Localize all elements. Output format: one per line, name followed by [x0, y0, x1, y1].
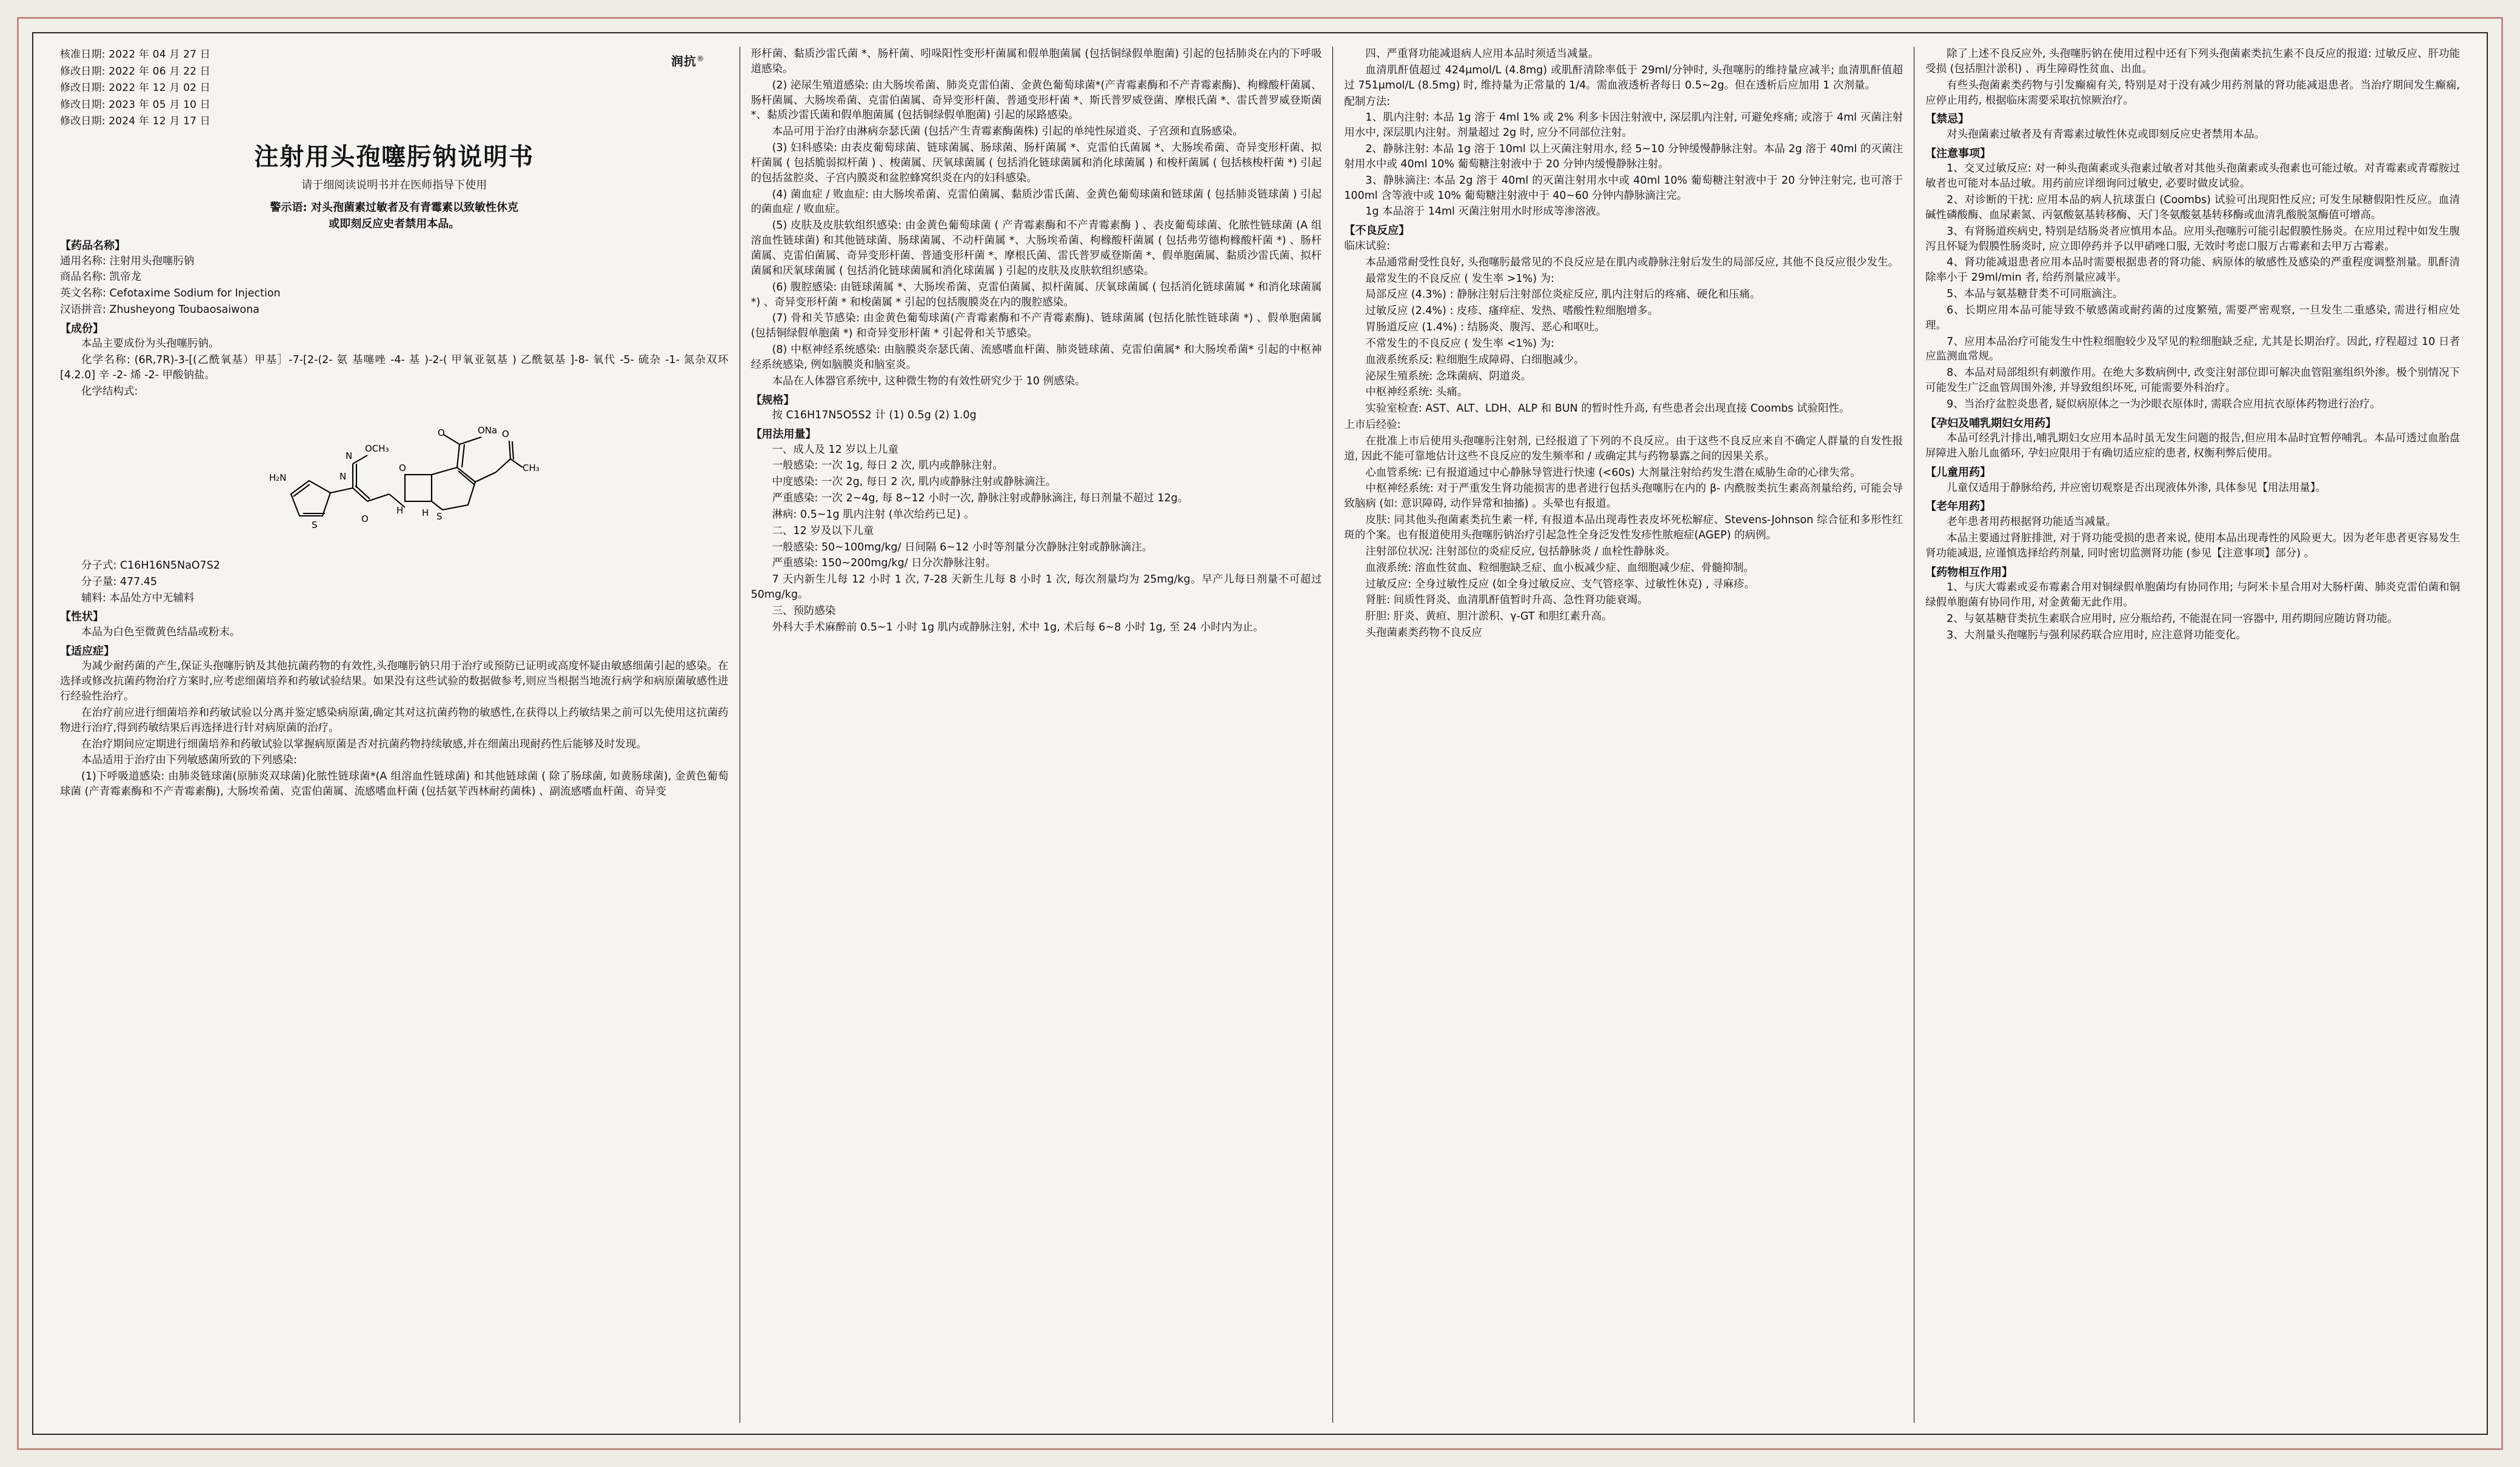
approval-date-1: 修改日期: 2022 年 06 月 22 日 — [60, 65, 211, 78]
indications-p1: 为减少耐药菌的产生,保证头孢噻肟钠及其他抗菌药物的有效性,头孢噻肟钠只用于治疗或预防已证明或高度怀疑由敏感细菌引起的感染。在选择或修改抗菌药物治疗方案时,应考虑细菌培养和药敏试验结果。如果没有这些试验的数据做参考,则应当根据当地流行病学和病原菌敏感性进行经验性治疗。 — [60, 660, 729, 703]
label-h2n: H₂N — [269, 472, 287, 483]
dosage-l5: 淋病: 0.5~1g 肌内注射 (单次给药已足) 。 — [772, 508, 975, 521]
interaction-1: 1、与庆大霉素或妥布霉素合用对铜绿假单胞菌均有协同作用; 与阿米卡星合用对大肠杆菌、肺炎克雷伯菌和铜绿假单胞菌有协同作用, 对金黄葡无此作用。 — [1925, 581, 2460, 609]
label-o-acid: O — [438, 427, 446, 438]
adr-post-p6: 血液系统: 溶血性贫血、粒细胞缺乏症、血小板减少症、血细胞减少症、骨髓抑制。 — [1365, 561, 1754, 574]
outer-border — [17, 17, 2503, 1450]
leaflet-columns — [33, 33, 2487, 1434]
structure-svg — [249, 403, 540, 555]
section-properties-heading: 【性状】 — [60, 610, 104, 624]
adr-p6: 不常发生的不良反应 ( 发生率 <1%) 为: — [1365, 337, 1555, 350]
molecular-formula: 分子式: C16H16N5NaO7S2 — [81, 559, 221, 572]
adr-post-p9: 肝胆: 肝炎、黄疸、胆汁淤积、γ-GT 和胆红素升高。 — [1365, 610, 1613, 623]
dosage-l8: 严重感染: 150~200mg/kg/ 日分次静脉注射。 — [772, 557, 997, 570]
properties-text: 本品为白色至微黄色结晶或粉末。 — [81, 626, 241, 638]
structure-label: 化学结构式: — [81, 386, 138, 398]
generic-name: 通用名称: 注射用头孢噻肟钠 — [60, 255, 195, 267]
indications-p4: 本品适用于治疗由下列敏感菌所致的下列感染: — [81, 754, 297, 767]
section-pediatric-heading: 【儿童用药】 — [1925, 466, 1991, 480]
section-precautions-heading: 【注意事项】 — [1925, 147, 1991, 160]
adr-p5: 胃肠道反应 (1.4%) : 结肠炎、腹泻、恶心和呕吐。 — [1365, 321, 1606, 334]
section-geriatric-heading: 【老年用药】 — [1925, 500, 1991, 513]
preparation-2: 2、静脉注射: 本品 1g 溶于 10ml 以上灭菌注射用水, 经 5~10 分钟缓慢静脉注射。本品 2g 溶于 40ml 的灭菌注射用水中或 40ml 10% 葡萄糖注射液中于 20 分钟内缓慢静脉注射。 — [1344, 143, 1903, 170]
brand-logo — [671, 47, 729, 70]
page-title: 注射用头孢噻肟钠说明书 — [254, 142, 535, 171]
chemical-structure-diagram — [60, 403, 729, 555]
page-subtitle: 请于细阅读说明书并在医师指导下使用 — [301, 179, 487, 192]
adr-p4: 过敏反应 (2.4%) : 皮疹、瘙痒症、发热、嗜酸性粒细胞增多。 — [1365, 305, 1659, 318]
c2-p9: (8) 中枢神经系统感染: 由脑膜炎奈瑟氏菌、流感嗜血杆菌、肺炎链球菌、克雷伯菌属* 和大肠埃希菌* 引起的中枢神经系统感染, 例如脑膜炎和脑室炎。 — [750, 344, 1322, 371]
registered-mark-icon: ® — [696, 54, 704, 64]
adr-post-p4: 皮肤: 同其他头孢菌素类抗生素一样, 有报道本品出现毒性表皮坏死松解症、Stevens-Johnson 综合征和多形性红斑的个案。也有报道使用头孢噻肟钠治疗引起急性全身泛发性发疹性脓疱症(AGEP) 的病例。 — [1344, 514, 1903, 542]
trade-name: 商品名称: 凯帝龙 — [60, 271, 141, 284]
label-h-2: H — [422, 507, 429, 518]
inner-border — [32, 32, 2488, 1435]
section-specification-heading: 【规格】 — [750, 393, 795, 407]
c2-p2: (2) 泌尿生殖道感染: 由大肠埃希菌、肺炎克雷伯菌、金黄色葡萄球菌*(产青霉素酶和不产青霉素酶)、枸橼酸杆菌属、肠杆菌属、大肠埃希菌、克雷伯菌属、奇异变形杆菌、普通变形杆菌 *、斯氏普罗威登菌、摩根氏菌 *、雷氏普罗威登斯菌 *、黏质沙雷氏菌和假单胞菌属 (包括铜绿假单胞菌) 引起的尿路感染。 — [750, 79, 1322, 122]
adr-post-p2: 心血管系统: 已有报道通过中心静脉导管进行快速 (<60s) 大剂量注射给药发生潜在威胁生命的心律失常。 — [1365, 466, 1861, 479]
specification-text: 按 C16H17N5O5S2 计 (1) 0.5g (2) 1.0g — [772, 409, 977, 422]
c2-p4: (3) 妇科感染: 由表皮葡萄球菌、链球菌属、肠球菌、肠杆菌属 *、克雷伯氏菌属 *、大肠埃希菌、奇异变形杆菌、拟杆菌属 ( 包括脆弱拟杆菌 ) 、梭菌属、厌氧球菌属 ( 包括消化链球菌属和消化球菌属 ) 和梭杆菌属 ( 包括核梭杆菌 *) 引起的包括盆腔炎、子宫内膜炎和盆腔蜂窝织炎在内的妇科感染。 — [750, 142, 1322, 184]
approval-date-0: 核准日期: 2022 年 04 月 27 日 — [60, 48, 211, 61]
precaution-7: 7、应用本品治疗可能发生中性粒细胞较少及罕见的粒细胞缺乏症, 尤其是长期治疗。因此, 疗程超过 10 日者应监测血常规。 — [1925, 335, 2460, 363]
precaution-8: 8、本品对局部组织有刺激作用。在绝大多数病例中, 改变注射部位即可解决血管阻塞组织外渗。极个别情况下可能发生广泛血管周围外渗, 并导致组织坏死, 可能需要外科治疗。 — [1925, 367, 2460, 395]
label-n-thiazole: N — [339, 470, 347, 482]
composition-main: 本品主要成份为头孢噻肟钠。 — [81, 338, 219, 350]
brand-logo-text: 润抗 — [670, 54, 697, 69]
indications-p5: (1)下呼吸道感染: 由肺炎链球菌(原肺炎双球菌)化脓性链球菌*(A 组溶血性链球菌) 和其他链球菌 ( 除了肠球菌, 如黄肠球菌), 金黄色葡萄球菌 (产青霉素酶和不产青霉素酶), 大肠埃希菌、克雷伯菌属、流感嗜血杆菌 (包括氨苄西林耐药菌株) 、副流感嗜血杆菌、奇异变 — [60, 770, 729, 798]
approval-dates — [60, 47, 210, 130]
warning-line-1: 警示语: 对头孢菌素过敏者及有青霉素以致敏性休克 — [270, 201, 519, 214]
section-interactions-heading: 【药物相互作用】 — [1925, 566, 2013, 579]
adr-post-p7: 过敏反应: 全身过敏性反应 (如全身过敏反应、支气管痉挛、过敏性休克) , 寻麻疹。 — [1365, 578, 1755, 590]
chemical-name-label: 化学名称: — [81, 354, 135, 367]
adr-post-p1: 在批准上市后使用头孢噻肟注射剂, 已经报道了下列的不良反应。由于这些不良反应来自不确定人群量的自发性报道, 因此不能可靠地估计这些不良反应的发生频率和 / 或确定其与药物暴露之间的因果关系。 — [1344, 435, 1903, 463]
pinyin-name: 汉语拼音: Zhusheyong Toubaosaiwona — [60, 304, 260, 316]
dosage-l10: 三、预防感染 — [772, 604, 836, 617]
dosage-l3: 中度感染: 一次 2g, 每日 2 次, 肌内或静脉注射或静脉滴注。 — [772, 476, 1057, 489]
column-1 — [49, 47, 740, 1423]
chemical-name-value: (6R,7R)-3-[(乙酰氧基）甲基］-7-[2-(2- 氨 基噻唑 -4- 基 )-2-( 甲氧亚氨基 ) 乙酰氨基 ]-8- 氧代 -5- 硫杂 -1- 氮杂双环 [4.2.0] 辛 -2- 烯 -2- 甲酸钠盐。 — [60, 354, 729, 382]
dosage-l1: 一、成人及 12 岁以上儿童 — [772, 443, 898, 456]
warning-block — [60, 199, 729, 232]
molecular-weight: 分子量: 477.45 — [81, 575, 158, 588]
precaution-1: 1、交叉过敏反应: 对一种头孢菌素或头孢素过敏者对其他头孢菌素或头孢素也可能过敏。对青霉素或青霉胺过敏者也可能对本品过敏。用药前应详细询问过敏史, 必要时做皮试验。 — [1925, 162, 2460, 190]
precaution-6: 6、长期应用本品可能导致不敏感菌或耐药菌的过度繁殖, 需要严密观察, 一旦发生二重感染, 需进行相应处理。 — [1925, 304, 2460, 332]
adr-p7: 血液系统系反: 粒细胞生成障碍、白细胞减少。 — [1365, 353, 1585, 366]
dosage-l2: 一般感染: 一次 1g, 每日 2 次, 肌内或静脉注射。 — [772, 459, 1003, 472]
precaution-3: 3、有肾肠道疾病史, 特别是结肠炎者应慎用本品。应用头孢噻肟可能引起假膜性肠炎。在应用过程中如发生腹泻且怀疑为假膜性肠炎时, 应立即停药并予以甲硝唑口服, 无效时考虑口服万古霉素和去甲万古霉素。 — [1925, 225, 2460, 253]
c2-p6: (5) 皮肤及皮肤软组织感染: 由金黄色葡萄球菌 ( 产青霉素酶和不产青霉素酶 ) 、表皮葡萄球菌、化脓性链球菌 (A 组溶血性链球菌) 和其他链球菌、肠球菌属、不动杆菌属 *、大肠埃希菌、枸橼酸杆菌属 ( 包括弗劳德枸橼酸杆菌 *) 、肠杆菌属、克雷伯菌属、奇异变形杆菌、普通变形杆菌 *、摩根氏菌、雷氏普罗威登斯菌 *、假单胞菌属、黏质沙雷氏菌、拟杆菌属和厌氧球菌属 ( 包括消化链球菌属和消化球菌属 ) 引起的皮肤及皮肤软组织感染。 — [750, 219, 1322, 277]
label-o-ester: O — [502, 428, 510, 439]
indications-p2: 在治疗前应进行细菌培养和药敏试验以分离并鉴定感染病原菌,确定其对这抗菌药物的敏感性,在获得以上药敏结果之前可以先使用这抗菌药物进行治疗,得到药敏结果后再选择进行针对病原菌的治疗。 — [60, 706, 729, 734]
indications-p3: 在治疗期间应定期进行细菌培养和药敏试验以掌握病原菌是否对抗菌药物持续敏感,并在细菌出现耐药性后能够及时发现。 — [81, 738, 647, 750]
interaction-3: 3、大剂量头孢噻肟与强利尿药联合应用时, 应注意肾功能变化。 — [1947, 629, 2247, 641]
adr-post-p10: 头孢菌素类药物不良反应 — [1365, 627, 1482, 640]
section-adverse-reactions-heading: 【不良反应】 — [1344, 224, 1410, 238]
c3-p1: 四、严重肾功能减退病人应用本品时须适当减量。 — [1365, 48, 1599, 60]
label-och3: OCH₃ — [365, 443, 389, 454]
interaction-2: 2、与氨基糖苷类抗生素联合应用时, 应分瓶给药, 不能混在同一容器中, 用药期间应随访肾功能。 — [1947, 612, 2398, 625]
precaution-4: 4、肾功能减退患者应用本品时需要根据患者的肾功能、病原体的敏感性及感染的严重程度调整剂量。肌酐清除率小于 29ml/min 者, 给药剂量应减半。 — [1925, 256, 2460, 284]
geriatric-text-1: 老年患者用药根据肾功能适当减量。 — [1947, 515, 2117, 528]
c3-p2: 血清肌酐值超过 424μmol/L (4.8mg) 或肌酐清除率低于 29ml/分钟时, 头孢噻肟的维持量应减半; 血清肌酐值超过 751μmol/L (8.5mg) 时, 维持量为正常量的 1/4。需血液透析者每日 0.5~2g。但在透析后应加用 1 次剂量。 — [1344, 64, 1903, 92]
dosage-l7: 一般感染: 50~100mg/kg/ 日间隔 6~12 小时等剂量分次静脉注射或静脉滴注。 — [772, 541, 1153, 553]
adr-post-p5: 注射部位状况: 注射部位的炎症反应, 包括静脉炎 / 血栓性静脉炎。 — [1365, 545, 1676, 558]
adr-p2: 最常发生的不良反应 ( 发生率 >1%) 为: — [1365, 272, 1555, 285]
header-row — [60, 47, 729, 130]
c2-p1: 形杆菌、黏质沙雷氏菌 *、肠杆菌、吲哚阳性变形杆菌属和假单胞菌属 (包括铜绿假单胞菌) 引起的包括肺炎在内的下呼吸道感染。 — [750, 48, 1322, 75]
dosage-l11: 外科大手术麻醉前 0.5~1 小时 1g 肌内或静脉注射, 术中 1g, 术后每 6~8 小时 1g, 至 24 小时内为止。 — [772, 621, 1264, 633]
c2-p8: (7) 骨和关节感染: 由金黄色葡萄球菌(产青霉素酶和不产青霉素酶)、链球菌属 (包括化脓性链球菌 *) 、假单胞菌属 (包括铜绿假单胞菌 *) 和奇异变形杆菌 * 引起骨和关节感染。 — [750, 312, 1322, 340]
preparation-3: 3、静脉滴注: 本品 2g 溶于 40ml 的灭菌注射用水中或 40ml 10% 葡萄糖注射液中于 20 分钟注射完, 也可溶于 100ml 含等液中或 10% 葡萄糖注射液中于 40~60 分钟内静脉滴注完。 — [1344, 174, 1903, 202]
label-h-1: H — [396, 504, 404, 516]
preparation-heading: 配制方法: — [1344, 95, 1391, 108]
warning-line-2: 或即刻反应史者禁用本品。 — [329, 218, 460, 230]
geriatric-text-2: 本品主要通过肾脏排泄, 对于肾功能受损的患者来说, 使用本品出现毒性的风险更大。因为老年患者更容易发生肾功能减退, 应谨慎选择给药剂量, 同时密切监测肾功能 (参见【注意事项】部分) 。 — [1925, 532, 2460, 560]
section-indications-heading: 【适应症】 — [60, 644, 115, 658]
c4-p1: 除了上述不良反应外, 头孢噻肟钠在使用过程中还有下列头孢菌素类抗生素不良反应的报道: 过敏反应、肝功能受损 (包括胆汁淤积) 、再生障碍性贫血、出血。 — [1925, 48, 2460, 75]
label-o-amide: O — [361, 513, 369, 524]
dosage-l9: 7 天内新生儿每 12 小时 1 次, 7-28 天新生儿每 8 小时 1 次, 每次剂量均为 25mg/kg。早产儿每日剂量不可超过 50mg/kg。 — [750, 573, 1322, 601]
section-pregnancy-heading: 【孕妇及哺乳期妇女用药】 — [1925, 416, 2057, 430]
section-composition-heading: 【成份】 — [60, 322, 104, 335]
section-drug-name-heading: 【药品名称】 — [60, 239, 125, 252]
precaution-5: 5、本品与氨基糖苷类不可同瓶滴注。 — [1947, 288, 2124, 301]
section-dosage-heading: 【用法用量】 — [750, 427, 817, 441]
pregnancy-text: 本品可经乳汁排出,哺乳期妇女应用本品时虽无发生问题的报告,但应用本品时宜暂停哺乳。本品可透过血胎盘屏障进入胎儿血循环, 孕妇应限用于有确切适应症的患者, 权衡利弊后使用。 — [1925, 432, 2460, 460]
label-ona: ONa — [478, 424, 498, 436]
dosage-l6: 二、12 岁及以下儿童 — [772, 524, 874, 537]
chemical-name — [60, 353, 729, 383]
adr-p3: 局部反应 (4.3%) : 静脉注射后注射部位炎症反应, 肌内注射后的疼痛、硬化和压痛。 — [1365, 289, 1761, 301]
label-o-lactam: O — [399, 462, 407, 473]
label-s-thiazole: S — [312, 519, 318, 530]
precaution-9: 9、当治疗盆腔炎患者, 疑似病原体之一为沙眼衣原体时, 需联合应用抗衣原体药物进行治疗。 — [1947, 398, 2381, 410]
adr-post-p3: 中枢神经系统: 对于严重发生肾功能损害的患者进行包括头孢噻肟在内的 β- 内酰胺类抗生素高剂量给药, 可能会导致脑病 (如: 意识障碍, 动作异常和抽搐) 。头晕也有报道。 — [1344, 483, 1903, 510]
section-contraindications-heading: 【禁忌】 — [1925, 113, 1970, 126]
c2-p7: (6) 腹腔感染: 由链球菌属 *、大肠埃希菌、克雷伯菌属、拟杆菌属、厌氧球菌属 ( 包括消化链球菌属 * 和消化球菌属 *) 、奇异变形杆菌 * 和梭菌属 * 引起的包括腹膜炎在内的腹腔感染。 — [750, 281, 1322, 309]
english-name: 英文名称: Cefotaxime Sodium for Injection — [60, 287, 281, 300]
pediatric-text: 儿童仅适用于静脉给药, 并应密切观察是否出现液体外渗, 具体参见【用法用量】。 — [1947, 481, 2327, 494]
adr-p8: 泌尿生殖系统: 念珠菌病、阴道炎。 — [1365, 370, 1532, 383]
approval-date-3: 修改日期: 2023 年 05 月 10 日 — [60, 98, 211, 111]
label-n-oxime: N — [346, 450, 353, 461]
adr-p10: 实验室检查: AST、ALT、LDH、ALP 和 BUN 的暂时性升高, 有些患者会出现直接 Coombs 试验阳性。 — [1365, 403, 1850, 415]
column-4 — [1914, 47, 2471, 1423]
adr-p1: 本品通常耐受性良好, 头孢噻肟最常见的不良反应是在肌内或静脉注射后发生的局部反应, 其他不良反应很少发生。 — [1365, 256, 1899, 269]
adr-clinical-heading: 临床试验: — [1344, 239, 1391, 252]
c2-p10: 本品在人体器官系统中, 这种微生物的有效性研究少于 10 例感染。 — [772, 375, 1086, 387]
preparation-4: 1g 本品溶于 14ml 灭菌注射用水时形成等渗溶液。 — [1365, 206, 1607, 218]
contraindications-text: 对头孢菌素过敏者及有青霉素过敏性休克或即刻反应史者禁用本品。 — [1947, 128, 2265, 141]
column-2 — [740, 47, 1333, 1423]
excipients: 辅料: 本品处方中无辅料 — [81, 592, 195, 604]
label-s-ring: S — [436, 510, 443, 522]
adr-p9: 中枢神经系统: 头痛。 — [1365, 386, 1468, 399]
c2-p5: (4) 菌血症 / 败血症: 由大肠埃希菌、克雷伯菌属、黏质沙雷氏菌、金黄色葡萄球菌和链球菌 ( 包括肺炎链球菌 ) 引起的菌血症 / 败血症。 — [750, 188, 1322, 216]
precaution-2: 2、对诊断的干扰: 应用本品的病人抗球蛋白 (Coombs) 试验可出现阳性反应; 可发生尿糖假阳性反应。血清碱性磷酸酶、血尿素氮、丙氨酸氨基转移酶、天门冬氨酸氨基转移酶或血清乳酸脱氢酶值可增高。 — [1925, 194, 2460, 221]
approval-date-4: 修改日期: 2024 年 12 月 17 日 — [60, 115, 211, 128]
preparation-1: 1、肌内注射: 本品 1g 溶于 4ml 1% 或 2% 利多卡因注射液中, 深层肌内注射, 可避免疼痛; 或溶于 4ml 灭菌注射用水中, 深层肌内注射。剂量超过 2g 时, 应分不同部位注射。 — [1344, 112, 1903, 139]
c4-p2: 有些头孢菌素类药物与引发癫痫有关, 特别是对于没有减少用药剂量的肾功能减退患者。当治疗期间发生癫痫, 应停止用药, 根据临床需要采取抗惊厥治疗。 — [1925, 79, 2460, 107]
adr-post-p8: 肾脏: 间质性肾炎、血清肌酐值暂时升高、急性肾功能衰竭。 — [1365, 594, 1648, 607]
approval-date-2: 修改日期: 2022 年 12 月 02 日 — [60, 82, 211, 95]
dosage-l4: 严重感染: 一次 2~4g, 每 8~12 小时一次, 静脉注射或静脉滴注, 每日剂量不超过 12g。 — [772, 492, 1189, 505]
c2-p3: 本品可用于治疗由淋病奈瑟氏菌 (包括产生青霉素酶菌株) 引起的单纯性尿道炎、子宫颈和直肠感染。 — [772, 125, 1243, 138]
label-ch3-ester: CH₃ — [523, 462, 540, 473]
adr-postmarket-heading: 上市后经验: — [1344, 419, 1401, 432]
column-3 — [1332, 47, 1914, 1423]
